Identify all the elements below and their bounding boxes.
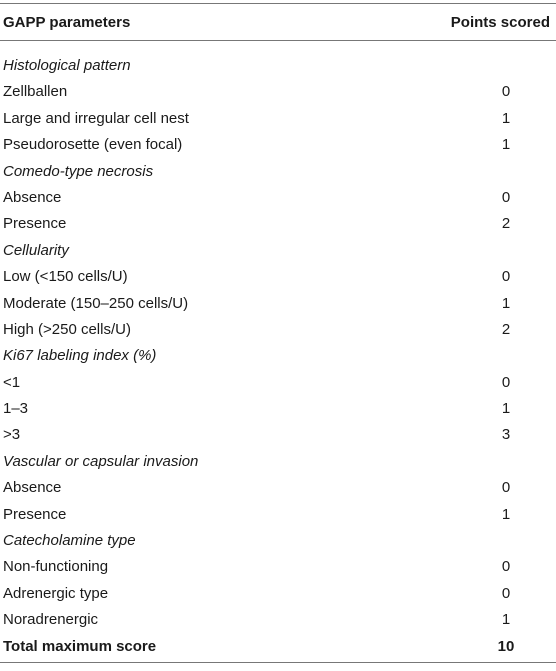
parameter-cell: >3	[3, 426, 21, 444]
parameter-cell: Moderate (150–250 cells/U)	[3, 294, 189, 312]
points-cell: 2	[501, 215, 511, 233]
points-cell: 1	[501, 611, 511, 629]
parameter-cell: Large and irregular cell nest	[3, 109, 189, 127]
parameter-cell: Histological pattern	[3, 57, 131, 74]
points-cell: 1	[501, 400, 511, 418]
table-row	[0, 291, 556, 317]
parameter-cell: Catecholamine type	[3, 532, 136, 550]
points-cell: 0	[501, 188, 511, 206]
table-row	[0, 211, 556, 237]
parameter-cell: <1	[3, 373, 21, 391]
parameter-cell: Noradrenergic	[3, 611, 99, 629]
table-row	[0, 502, 556, 528]
parameter-cell: Adrenergic type	[3, 584, 109, 602]
parameter-cell: Ki67 labeling index (%)	[3, 347, 157, 365]
table-row	[0, 396, 556, 422]
table-row	[0, 106, 556, 132]
table-row	[0, 185, 556, 211]
parameter-cell: Low (<150 cells/U)	[3, 268, 128, 286]
table-bottom-rule	[0, 662, 556, 663]
parameter-cell: Presence	[3, 505, 67, 523]
table-row	[0, 422, 556, 448]
parameter-cell: Absence	[3, 479, 62, 497]
parameter-cell: Vascular or capsular invasion	[3, 452, 199, 470]
section-row	[0, 528, 556, 554]
section-row	[0, 238, 556, 264]
section-row	[0, 159, 556, 185]
parameter-cell: Total maximum score	[3, 637, 157, 655]
table-body	[0, 53, 556, 660]
parameter-cell: Absence	[3, 188, 62, 206]
points-cell: 2	[501, 320, 511, 338]
points-cell: 10	[497, 637, 515, 655]
section-row	[0, 53, 556, 79]
points-cell: 0	[501, 83, 511, 101]
points-cell: 0	[501, 558, 511, 576]
table-row	[0, 475, 556, 501]
table-row	[0, 554, 556, 580]
parameter-cell: 1–3	[3, 400, 29, 418]
header-parameter: GAPP parameters	[3, 14, 131, 31]
table-row	[0, 607, 556, 633]
points-cell: 0	[501, 373, 511, 391]
table-row	[0, 581, 556, 607]
parameter-cell: High (>250 cells/U)	[3, 320, 131, 338]
points-cell: 1	[501, 505, 511, 523]
points-cell: 0	[501, 479, 511, 497]
parameter-cell: Non-functioning	[3, 558, 109, 576]
points-cell: 1	[501, 294, 511, 312]
points-cell: 3	[501, 426, 511, 444]
points-cell: 1	[501, 136, 511, 154]
table-row	[0, 79, 556, 105]
points-cell: 1	[501, 109, 511, 127]
points-cell: 0	[501, 268, 511, 286]
section-row	[0, 449, 556, 475]
parameter-cell: Cellularity	[3, 241, 69, 259]
table-row	[0, 264, 556, 290]
table-header-row	[0, 4, 556, 40]
table-row	[0, 132, 556, 158]
section-row	[0, 343, 556, 369]
total-row	[0, 634, 556, 660]
parameter-cell: Pseudorosette (even focal)	[3, 136, 183, 154]
table-row	[0, 370, 556, 396]
table-row	[0, 317, 556, 343]
table-header-rule	[0, 40, 556, 41]
parameter-cell: Comedo-type necrosis	[3, 162, 154, 180]
header-points: Points scored	[450, 14, 550, 31]
points-cell: 0	[501, 584, 511, 602]
parameter-cell: Zellballen	[3, 83, 68, 101]
parameter-cell: Presence	[3, 215, 67, 233]
